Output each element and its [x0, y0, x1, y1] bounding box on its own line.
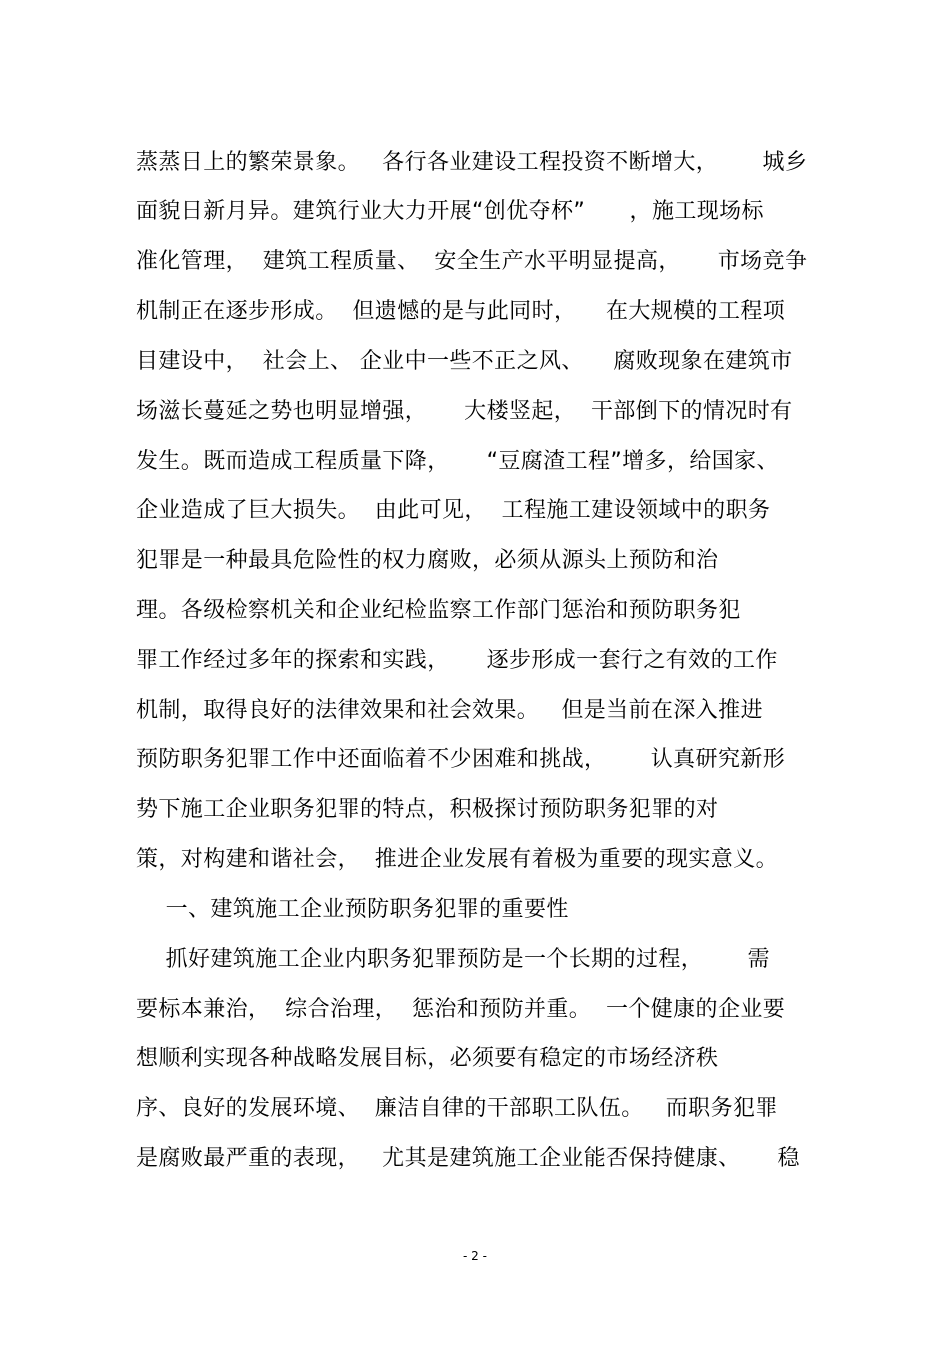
section-heading: 一、建筑施工企业预防职务犯罪的重要性 [136, 897, 569, 922]
text-line: 序、良好的发展环境、 廉洁自律的干部职工队伍。 而职务犯罪 [136, 1096, 778, 1121]
text-line: 目建设中， 社会上、 企业中一些不正之风、 腐败现象在建筑市 [136, 349, 793, 374]
text-line: 机制，取得良好的法律效果和社会效果。 但是当前在深入推进 [136, 698, 763, 723]
text-line: 机制正在逐步形成。 但遗憾的是与此同时， 在大规模的工程项 [136, 299, 786, 324]
text-line: 是腐败最严重的表现， 尤其是建筑施工企业能否保持健康、 稳 [136, 1146, 800, 1171]
page-number: - 2 - [463, 1249, 487, 1263]
text-line: 罪工作经过多年的探索和实践， 逐步形成一套行之有效的工作 [136, 648, 778, 673]
text-line: 抓好建筑施工企业内职务犯罪预防是一个长期的过程， 需 [136, 947, 770, 972]
text-line: 预防职务犯罪工作中还面临着不少困难和挑战， 认真研究新形 [136, 747, 786, 772]
text-line: 企业造成了巨大损失。 由此可见， 工程施工建设领域中的职务 [136, 498, 771, 523]
text-line: 准化管理， 建筑工程质量、 安全生产水平明显提高， 市场竞争 [136, 249, 808, 274]
text-line: 场滋长蔓延之势也明显增强， 大楼竖起， 干部倒下的情况时有 [136, 399, 793, 424]
text-line: 想顺利实现各种战略发展目标，必须要有稳定的市场经济秩 [136, 1046, 719, 1071]
text-line: 面貌日新月异。建筑行业大力开展“创优夺杯” ，施工现场标 [136, 199, 764, 224]
text-line: 势下施工企业职务犯罪的特点，积极探讨预防职务犯罪的对 [136, 797, 719, 822]
text-line: 蒸蒸日上的繁荣景象。 各行各业建设工程投资不断增大， 城乡 [136, 150, 808, 175]
text-line: 要标本兼治， 综合治理， 惩治和预防并重。 一个健康的企业要 [136, 997, 786, 1022]
text-line: 犯罪是一种最具危险性的权力腐败，必须从源头上预防和治 [136, 548, 719, 573]
text-line: 发生。既而造成工程质量下降， “豆腐渣工程”增多，给国家、 [136, 449, 779, 474]
text-line: 理。各级检察机关和企业纪检监察工作部门惩治和预防职务犯 [136, 598, 741, 623]
text-line: 策，对构建和谐社会， 推进企业发展有着极为重要的现实意义。 [136, 847, 778, 872]
